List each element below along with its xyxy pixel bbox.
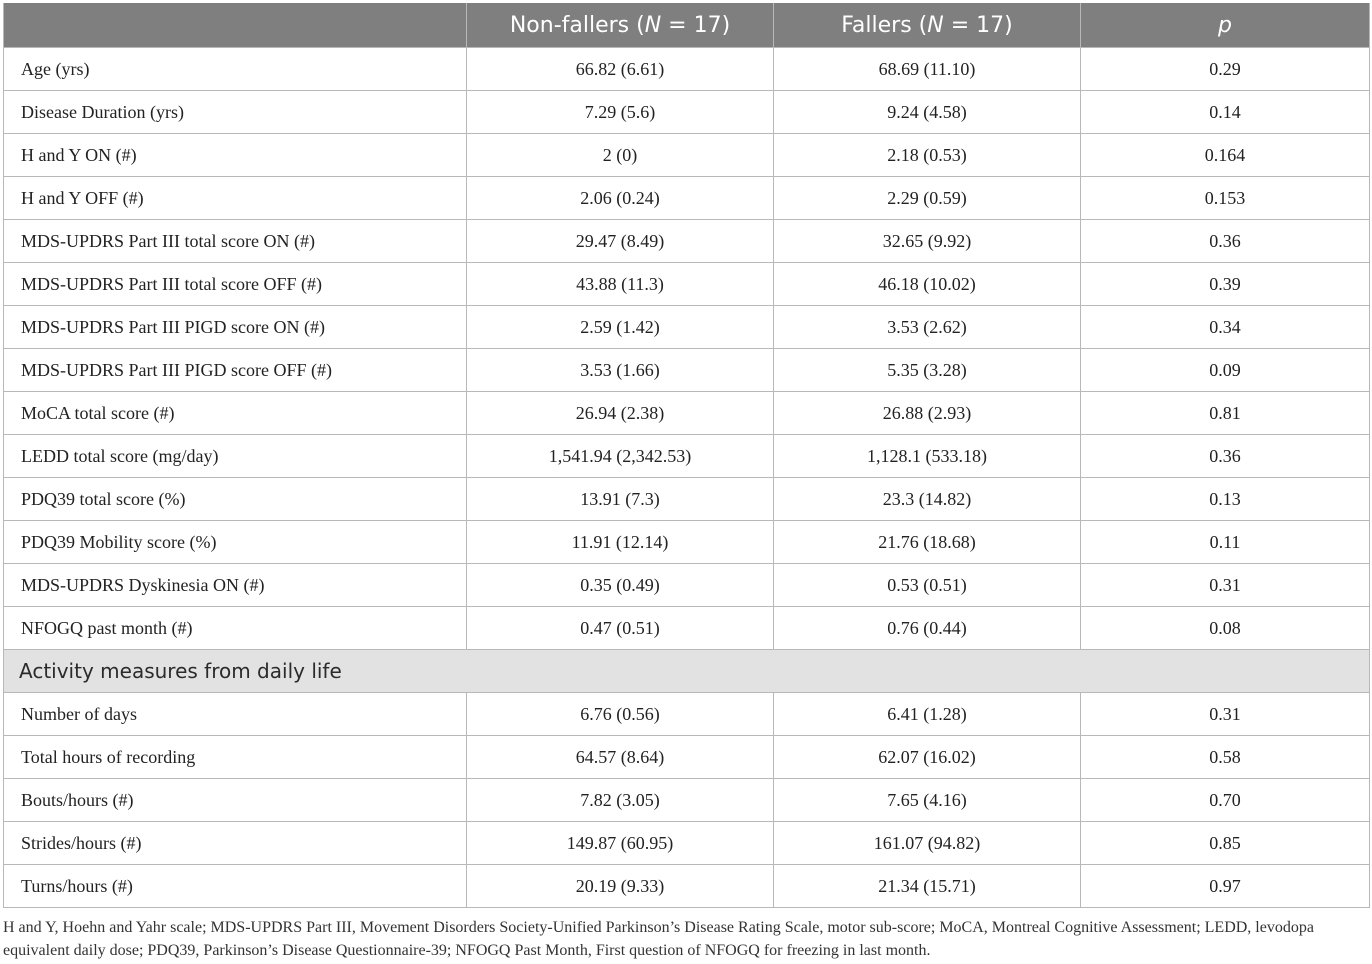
section-title: Activity measures from daily life <box>4 650 1370 693</box>
table-row <box>4 134 1370 177</box>
nonfallers-value: 7.82 (3.05) <box>467 779 774 822</box>
row-label: Bouts/hours (#) <box>4 779 467 822</box>
nonfallers-value: 3.53 (1.66) <box>467 349 774 392</box>
nonfallers-value: 26.94 (2.38) <box>467 392 774 435</box>
nonfallers-value: 66.82 (6.61) <box>467 48 774 91</box>
table-row <box>4 435 1370 478</box>
p-value: 0.39 <box>1081 263 1370 306</box>
row-label: NFOGQ past month (#) <box>4 607 467 650</box>
row-label: MDS-UPDRS Part III total score ON (#) <box>4 220 467 263</box>
nonfallers-value: 0.47 (0.51) <box>467 607 774 650</box>
fallers-value: 0.76 (0.44) <box>774 607 1081 650</box>
row-label: Disease Duration (yrs) <box>4 91 467 134</box>
table-row <box>4 564 1370 607</box>
fallers-value: 2.29 (0.59) <box>774 177 1081 220</box>
nonfallers-value: 11.91 (12.14) <box>467 521 774 564</box>
p-value: 0.08 <box>1081 607 1370 650</box>
header-fallers-n-value: = 17) <box>943 12 1013 38</box>
p-value: 0.34 <box>1081 306 1370 349</box>
p-value: 0.11 <box>1081 521 1370 564</box>
fallers-value: 161.07 (94.82) <box>774 822 1081 865</box>
row-label: MDS-UPDRS Part III PIGD score ON (#) <box>4 306 467 349</box>
fallers-value: 21.34 (15.71) <box>774 865 1081 908</box>
nonfallers-value: 149.87 (60.95) <box>467 822 774 865</box>
nonfallers-value: 1,541.94 (2,342.53) <box>467 435 774 478</box>
row-label: Age (yrs) <box>4 48 467 91</box>
row-label: Strides/hours (#) <box>4 822 467 865</box>
table-row <box>4 392 1370 435</box>
table-row <box>4 220 1370 263</box>
nonfallers-value: 7.29 (5.6) <box>467 91 774 134</box>
fallers-value: 0.53 (0.51) <box>774 564 1081 607</box>
header-nonfallers-n-value: = 17) <box>661 12 731 38</box>
nonfallers-value: 29.47 (8.49) <box>467 220 774 263</box>
fallers-value: 1,128.1 (533.18) <box>774 435 1081 478</box>
table-row <box>4 822 1370 865</box>
fallers-value: 21.76 (18.68) <box>774 521 1081 564</box>
nonfallers-value: 2 (0) <box>467 134 774 177</box>
row-label: MDS-UPDRS Part III PIGD score OFF (#) <box>4 349 467 392</box>
row-label: H and Y ON (#) <box>4 134 467 177</box>
header-nonfallers-n-symbol: N <box>644 12 662 38</box>
p-value: 0.36 <box>1081 220 1370 263</box>
fallers-value: 68.69 (11.10) <box>774 48 1081 91</box>
fallers-value: 7.65 (4.16) <box>774 779 1081 822</box>
p-value: 0.85 <box>1081 822 1370 865</box>
table-row <box>4 607 1370 650</box>
table-row <box>4 865 1370 908</box>
table-row <box>4 306 1370 349</box>
row-label: H and Y OFF (#) <box>4 177 467 220</box>
p-value: 0.153 <box>1081 177 1370 220</box>
row-label: PDQ39 total score (%) <box>4 478 467 521</box>
nonfallers-value: 2.06 (0.24) <box>467 177 774 220</box>
table-footnote: H and Y, Hoehn and Yahr scale; MDS-UPDRS Part III, Movement Disorders Society-Unified Parkinson’s Disease Rating Scale, motor sub-score; MoCA, Montreal Cognitive Assessment; LEDD, levodopa equivalent daily dose; PDQ39, Parkinson’s Disease Questionnaire-39; NFOGQ Past Month, First question of NFOGQ for freezing in last month. <box>3 919 1314 959</box>
table-header <box>4 3 1370 48</box>
table-row <box>4 91 1370 134</box>
p-value: 0.14 <box>1081 91 1370 134</box>
header-fallers-n-symbol: N <box>927 12 944 38</box>
fallers-value: 2.18 (0.53) <box>774 134 1081 177</box>
header-fallers-label: Fallers ( <box>841 12 928 38</box>
table-row <box>4 263 1370 306</box>
nonfallers-value: 0.35 (0.49) <box>467 564 774 607</box>
header-nonfallers-label: Non-fallers ( <box>509 12 645 38</box>
p-value: 0.97 <box>1081 865 1370 908</box>
fallers-value: 3.53 (2.62) <box>774 306 1081 349</box>
fallers-value: 62.07 (16.02) <box>774 736 1081 779</box>
p-value: 0.58 <box>1081 736 1370 779</box>
header-variable-column <box>4 3 467 48</box>
table-body <box>4 48 1370 908</box>
row-label: MDS-UPDRS Dyskinesia ON (#) <box>4 564 467 607</box>
fallers-value: 5.35 (3.28) <box>774 349 1081 392</box>
fallers-value: 26.88 (2.93) <box>774 392 1081 435</box>
p-value: 0.70 <box>1081 779 1370 822</box>
row-label: Turns/hours (#) <box>4 865 467 908</box>
table-row <box>4 736 1370 779</box>
p-value: 0.13 <box>1081 478 1370 521</box>
fallers-value: 9.24 (4.58) <box>774 91 1081 134</box>
table-row <box>4 521 1370 564</box>
nonfallers-value: 2.59 (1.42) <box>467 306 774 349</box>
row-label: Total hours of recording <box>4 736 467 779</box>
fallers-value: 46.18 (10.02) <box>774 263 1081 306</box>
table-row <box>4 478 1370 521</box>
table-row <box>4 349 1370 392</box>
comparison-table <box>3 3 1370 908</box>
fallers-value: 32.65 (9.92) <box>774 220 1081 263</box>
nonfallers-value: 64.57 (8.64) <box>467 736 774 779</box>
section-header-row <box>4 650 1370 693</box>
header-fallers <box>774 3 1081 48</box>
fallers-value: 23.3 (14.82) <box>774 478 1081 521</box>
table-row <box>4 177 1370 220</box>
table-row <box>4 779 1370 822</box>
header-p-value: p <box>1081 3 1370 48</box>
nonfallers-value: 6.76 (0.56) <box>467 693 774 736</box>
row-label: Number of days <box>4 693 467 736</box>
nonfallers-value: 43.88 (11.3) <box>467 263 774 306</box>
p-value: 0.36 <box>1081 435 1370 478</box>
data-table-container <box>3 3 1369 908</box>
row-label: PDQ39 Mobility score (%) <box>4 521 467 564</box>
p-value: 0.81 <box>1081 392 1370 435</box>
row-label: LEDD total score (mg/day) <box>4 435 467 478</box>
p-value: 0.164 <box>1081 134 1370 177</box>
row-label: MDS-UPDRS Part III total score OFF (#) <box>4 263 467 306</box>
p-value: 0.09 <box>1081 349 1370 392</box>
fallers-value: 6.41 (1.28) <box>774 693 1081 736</box>
p-value: 0.29 <box>1081 48 1370 91</box>
p-value: 0.31 <box>1081 693 1370 736</box>
header-row <box>4 3 1370 48</box>
row-label: MoCA total score (#) <box>4 392 467 435</box>
header-nonfallers <box>467 3 774 48</box>
table-row <box>4 693 1370 736</box>
nonfallers-value: 13.91 (7.3) <box>467 478 774 521</box>
nonfallers-value: 20.19 (9.33) <box>467 865 774 908</box>
p-value: 0.31 <box>1081 564 1370 607</box>
table-row <box>4 48 1370 91</box>
